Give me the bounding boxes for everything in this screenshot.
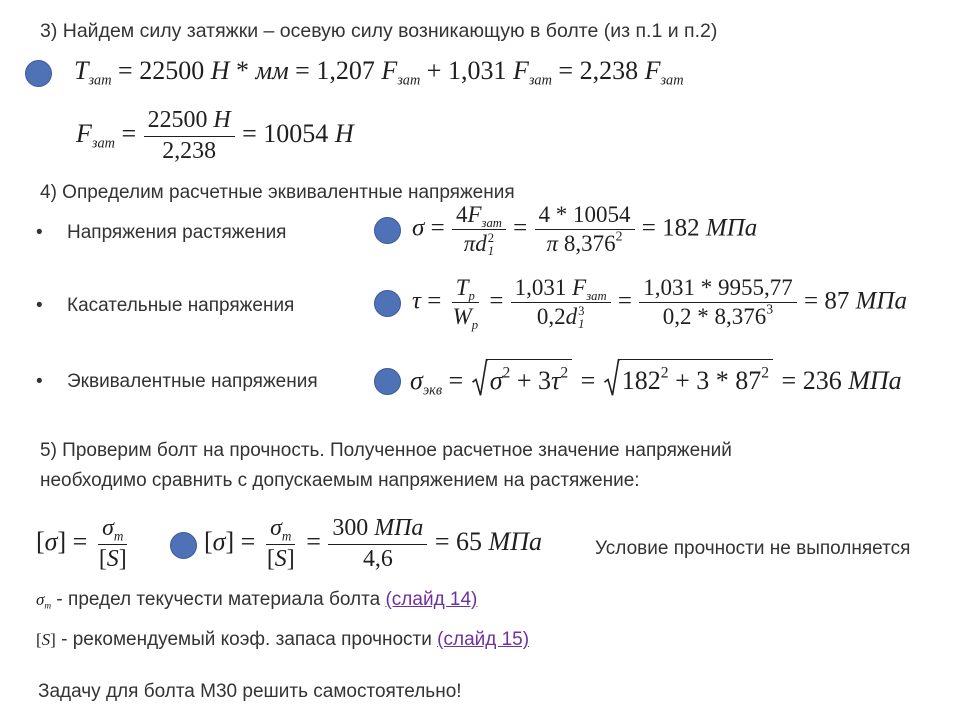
fraction-numerator (511, 275, 611, 303)
math-text (456, 202, 468, 227)
math-symbol-base: σ (489, 366, 503, 395)
math-text (510, 366, 551, 395)
fraction-denominator (449, 303, 483, 333)
math-text-content: [ (36, 526, 45, 556)
math-text (162, 138, 216, 164)
step-5-text-line-1: 5) Проверим болт на прочность. Полученное расчетное значение напряжений (40, 440, 732, 461)
math-text (58, 527, 94, 556)
math-text-content: ] (50, 630, 56, 649)
math-symbol-base: S (41, 630, 51, 649)
math-text (119, 546, 127, 572)
math-text-content: + 3 (510, 366, 551, 395)
math-text (332, 515, 374, 541)
math-text-content: 300 (332, 515, 375, 541)
math-text-content: 0,2 * 8,376 (662, 304, 767, 330)
radicand (488, 359, 572, 396)
math-symbol (102, 515, 124, 544)
math-text-content: = (114, 118, 143, 148)
math-symbol-base: d (565, 304, 578, 330)
math-symbol (381, 56, 421, 89)
math-text-content: [ (98, 545, 107, 572)
strength-condition-conclusion: Условие прочности не выполняется (595, 538, 911, 559)
math-symbol (45, 527, 58, 556)
fraction-numerator (266, 515, 295, 545)
math-symbol-base: МПа (374, 515, 424, 541)
math-text-content: ] (118, 545, 127, 572)
math-text (612, 288, 639, 315)
math-symbol (547, 231, 559, 256)
math-text-content: 0,2 (536, 304, 566, 330)
math-subscript: 1 (487, 243, 495, 258)
math-text (428, 527, 488, 556)
math-symbol-base: d (475, 231, 487, 257)
slide-15-link[interactable]: (слайд 15) (437, 629, 530, 650)
math-text (669, 366, 769, 395)
fraction-denominator (359, 545, 397, 574)
math-subscript: т (44, 601, 52, 612)
math-text (99, 546, 107, 572)
math-symbol-base: σ (410, 366, 423, 395)
math-text (204, 527, 213, 556)
math-scripts (578, 305, 584, 330)
math-text-content: = (483, 287, 510, 315)
math-superscript: 2 (660, 364, 669, 382)
math-superscript: 3 (766, 302, 774, 318)
square-root (472, 359, 572, 396)
math-symbol-base: Н (210, 56, 230, 85)
math-symbol (255, 56, 288, 85)
math-text (558, 231, 622, 256)
torque-formula (74, 56, 684, 89)
math-symbol (856, 288, 907, 315)
math-symbol-base: Н (213, 107, 231, 133)
math-symbol-base: σ (270, 515, 282, 541)
radical-stroke (604, 360, 620, 396)
math-subscript: р (468, 289, 475, 304)
math-text (539, 202, 631, 227)
math-subscript: зат (91, 135, 115, 152)
math-subscript: т (113, 528, 124, 544)
math-symbol-base: F (381, 56, 398, 85)
math-symbol (706, 215, 757, 242)
math-text (643, 275, 793, 300)
math-text (363, 546, 393, 572)
math-text-content: = 236 (775, 366, 849, 395)
fraction-denominator (543, 230, 627, 257)
math-text (424, 215, 451, 242)
math-text (421, 288, 448, 315)
math-symbol (412, 215, 424, 242)
bullet-circle (170, 532, 197, 559)
fraction (95, 515, 131, 573)
math-text (442, 366, 470, 395)
math-subscript: т (281, 528, 292, 544)
fraction (328, 515, 427, 573)
math-symbol (475, 231, 494, 256)
math-symbol-base: Н (334, 118, 354, 148)
math-symbol-base: π (463, 231, 476, 257)
math-text (537, 304, 566, 329)
math-superscript: 3 (578, 303, 585, 318)
math-text (775, 366, 848, 395)
math-symbol (644, 56, 684, 89)
math-text-content: * (229, 56, 256, 85)
math-text-content: = (442, 366, 470, 395)
math-symbol-base: T (74, 56, 89, 85)
math-superscript: 2 (615, 229, 623, 245)
math-text-content: [ (204, 526, 213, 556)
math-superscript: 2 (487, 230, 495, 245)
math-text-content: = 182 (635, 214, 706, 242)
fraction-numerator (328, 515, 427, 545)
math-text-content: 2,238 (162, 137, 217, 164)
math-text (229, 56, 255, 85)
math-symbol (455, 275, 475, 304)
math-symbol (452, 304, 479, 333)
math-symbol-base: МПа (848, 366, 902, 395)
math-text-content: = (574, 366, 602, 395)
math-text-content: 1,031 (514, 275, 573, 300)
math-text (112, 56, 211, 85)
math-text (663, 304, 773, 329)
math-text (798, 288, 856, 315)
math-symbol-base: F (76, 118, 92, 148)
math-subscript: зат (481, 216, 502, 231)
radical-stroke (472, 360, 488, 396)
fraction-numerator (535, 202, 635, 230)
math-text-content: 1,031 * 9955,77 (643, 275, 793, 300)
math-text-content: = 87 (797, 287, 856, 315)
math-text-content: = 10054 (235, 118, 335, 148)
tensile-stress-formula (412, 202, 757, 258)
math-text-content: ] (286, 545, 295, 572)
fraction-denominator (95, 545, 131, 574)
math-symbol (275, 546, 287, 572)
note-text: - рекомендуемый коэф. запаса прочности (55, 629, 438, 650)
math-text (287, 546, 295, 572)
safety-factor-note (36, 628, 529, 651)
fraction (639, 275, 797, 331)
math-symbol-base: F (572, 275, 587, 300)
slide-14-link[interactable]: (слайд 14) (385, 589, 478, 610)
math-symbol (464, 231, 476, 256)
math-text-content: = (420, 287, 448, 315)
math-symbol-base: мм (255, 56, 289, 85)
math-text (289, 56, 382, 85)
math-symbol (107, 546, 119, 572)
math-text-content: 4 (455, 202, 468, 227)
math-symbol (36, 590, 52, 612)
math-superscript: 2 (560, 364, 569, 382)
homework-task: Задачу для болта М30 решить самостоятельно! (38, 681, 462, 702)
math-text-content: = 65 (428, 526, 489, 556)
fraction (263, 515, 299, 573)
math-text-content: + 1,031 (420, 56, 513, 85)
math-text (552, 56, 645, 85)
math-symbol (213, 107, 230, 133)
fraction-numerator (144, 107, 235, 137)
math-symbol-base: МПа (705, 214, 758, 242)
math-symbol (551, 366, 568, 395)
fraction-numerator (98, 515, 127, 545)
math-symbol-base: τ (551, 366, 561, 395)
math-symbol (489, 527, 542, 556)
math-symbol-base: S (274, 545, 287, 572)
math-symbol (572, 275, 607, 304)
math-symbol-base: σ (36, 590, 45, 609)
math-subscript: зат (586, 289, 607, 304)
math-symbol-base: σ (212, 526, 226, 556)
math-symbol (410, 366, 443, 399)
safety-factor-symbol (36, 630, 56, 649)
math-text (267, 546, 275, 572)
math-symbol (335, 119, 354, 148)
bullet-circle (374, 290, 401, 317)
math-symbol-base: τ (412, 287, 421, 315)
bullet-tensile-stress: • Напряжения растяжения (67, 221, 286, 244)
allowable-stress-calculation-formula (204, 515, 542, 573)
math-symbol-base: S (106, 545, 119, 572)
radical-sign-icon (604, 359, 620, 396)
math-subscript: зат (528, 72, 552, 89)
fraction-denominator (263, 545, 299, 574)
yield-strength-note (36, 588, 477, 611)
math-text (226, 527, 262, 556)
math-symbol (467, 202, 502, 231)
math-text-content: + 3 * 87 (668, 366, 762, 395)
math-symbol-base: F (644, 56, 661, 85)
math-text (236, 119, 335, 148)
math-text (636, 215, 706, 242)
bullet-circle (374, 368, 401, 395)
shear-stress-formula (412, 275, 907, 331)
math-symbol (848, 366, 901, 395)
fraction-denominator (533, 303, 589, 330)
math-text (300, 527, 328, 556)
bullet-equivalent-stress: • Эквивалентные напряжения (67, 370, 318, 393)
math-text-content: 22500 (147, 107, 214, 133)
step-5-text-line-2: необходимо сравнить с допускаемым напряжением на растяжение: (40, 470, 640, 491)
math-symbol (211, 56, 230, 85)
bullet-circle (25, 60, 52, 87)
math-text-content: = 1,207 (288, 56, 382, 85)
bullet-circle (374, 217, 401, 244)
math-text-content: [ (36, 630, 42, 649)
math-symbol-base: МПа (488, 526, 542, 556)
math-symbol (490, 366, 511, 395)
math-symbol (412, 288, 421, 315)
math-symbol-base: σ (102, 515, 114, 541)
math-text-content: = (424, 214, 451, 242)
math-text-content: = (611, 287, 639, 315)
math-text-content: = 22500 (111, 56, 211, 85)
math-symbol-base: F (467, 202, 482, 227)
math-text-content: 4,6 (362, 545, 393, 572)
fraction-denominator (158, 137, 220, 166)
bullet-shear-stress: • Касательные напряжения (67, 294, 294, 317)
math-subscript: экв (422, 382, 443, 399)
math-text (574, 366, 602, 395)
math-symbol (512, 56, 552, 89)
fraction (535, 202, 635, 258)
math-text (36, 527, 45, 556)
math-text-content: 182 (621, 366, 661, 395)
math-text (622, 366, 669, 395)
math-symbol-base: W (452, 304, 472, 330)
fraction (452, 202, 506, 258)
math-text (148, 107, 214, 133)
math-text-content: ] = (225, 526, 262, 556)
math-symbol-base: σ (412, 214, 425, 242)
fraction-numerator (639, 275, 797, 303)
fraction-denominator (659, 303, 777, 330)
math-text (420, 56, 513, 85)
math-text (515, 275, 573, 300)
math-subscript: зат (397, 72, 421, 89)
math-text-content: 4 * 10054 (538, 202, 631, 227)
math-text-content: = (506, 214, 534, 242)
math-text-content: 8,376 (558, 231, 616, 257)
step-3-heading: 3) Найдем силу затяжки – осевую силу возникающую в болте (из п.1 и п.2) (40, 20, 718, 42)
math-scripts (488, 232, 494, 257)
math-subscript: зат (88, 72, 112, 89)
fraction (511, 275, 611, 331)
math-text (483, 288, 510, 315)
math-text (115, 119, 143, 148)
fraction (144, 107, 235, 165)
radicand (620, 359, 773, 396)
math-symbol (42, 630, 51, 649)
fraction-numerator (452, 275, 479, 303)
radical-sign-icon (472, 359, 488, 396)
math-symbol (213, 527, 226, 556)
math-symbol (566, 304, 585, 329)
math-subscript: зат (660, 72, 684, 89)
allowable-stress-definition-formula (36, 515, 132, 573)
math-symbol (76, 118, 115, 152)
math-symbol-base: σ (44, 526, 58, 556)
math-text (507, 215, 534, 242)
note-text: - предел текучести материала болта (51, 589, 386, 610)
thrust-force-formula (76, 107, 354, 165)
math-superscript: 2 (502, 364, 511, 382)
math-symbol-base: F (512, 56, 529, 85)
yield-strength-symbol (36, 590, 52, 612)
math-subscript: 1 (578, 316, 585, 331)
step-4-heading: 4) Определим расчетные эквивалентные напряжения (40, 182, 515, 203)
math-symbol-base: T (455, 275, 469, 300)
math-symbol-base: π (546, 231, 559, 257)
fraction (449, 275, 483, 331)
math-subscript: р (471, 318, 479, 333)
math-text-content: = (299, 526, 328, 556)
math-text-content: ] = (57, 526, 94, 556)
math-symbol-base: МПа (855, 287, 907, 315)
math-symbol (270, 515, 292, 544)
fraction-denominator (460, 230, 498, 257)
square-root (604, 359, 773, 396)
math-text-content: = 2,238 (551, 56, 645, 85)
math-symbol (374, 515, 423, 541)
equivalent-stress-formula (410, 359, 902, 399)
fraction-numerator (452, 202, 506, 230)
math-symbol (74, 56, 112, 89)
math-superscript: 2 (761, 364, 770, 382)
math-text-content: [ (266, 545, 275, 572)
